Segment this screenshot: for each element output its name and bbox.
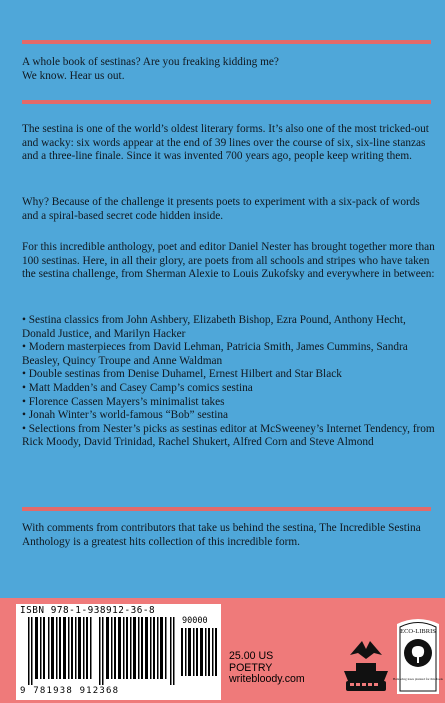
top-rule xyxy=(22,40,431,44)
intro-text xyxy=(22,56,437,83)
isbn-text: ISBN 978-1-938912-36-8 xyxy=(20,605,156,616)
price-block xyxy=(229,651,305,686)
list-item: • Sestina classics from John Ashbery, Elizabeth Bishop, Ezra Pound, Anthony Hecht, Donald Justice, and Marilyn Hacker xyxy=(22,314,406,340)
intro-line-2: We know. Hear us out. xyxy=(22,69,125,82)
closing-text: With comments from contributors that take us behind the sestina, The Incredible Sestina Anthology is a greatest hits collection of this incredible form. xyxy=(22,522,421,548)
eco-libris-logo xyxy=(393,616,443,698)
eco-logo-top-text: ECO-LIBRIS xyxy=(400,628,436,635)
list-item: • Florence Cassen Mayers’s minimalist takes xyxy=(22,395,225,408)
bullet-list xyxy=(22,314,437,450)
list-item: • Jonah Winter’s world-famous “Bob” sestina xyxy=(22,409,229,422)
list-item: • Matt Madden’s and Casey Camp’s comics sestina xyxy=(22,381,253,394)
barcode-addon: 90000 xyxy=(182,616,208,626)
publisher-logo-typewriter-bird xyxy=(340,637,392,695)
list-item: • Selections from Nester’s picks as sestinas editor at McSweeney’s Internet Tendency, from Rick Moody, David Trinidad, Rachel Shukert, Alfred Corn and Steve Almond xyxy=(22,422,435,449)
barcode-bars xyxy=(28,617,176,685)
para-1: The sestina is one of the world’s oldest literary forms. It’s also one of the most tricked-out and wacky: six words appear at the end of 39 lines over the course of six, six-line stanzas and a three-line finale. Since it was invented 700 years ago, people keep writing them. xyxy=(22,123,429,163)
list-item: • Modern masterpieces from David Lehman, Patricia Smith, James Cummins, Sandra Beasley, Quincy Troupe and Anne Waldman xyxy=(22,341,408,367)
lower-rule xyxy=(22,507,431,511)
website: writebloody.com xyxy=(229,673,305,685)
addon-bars xyxy=(181,628,217,676)
price: 25.00 US xyxy=(229,650,274,662)
eco-logo-bottom-text: Balancing trees planted for this book xyxy=(393,677,443,681)
para-2: Why? Because of the challenge it presents poets to experiment with a six-pack of words and a spiral-based secret code hidden inside. xyxy=(22,196,420,222)
intro-line-1: A whole book of sestinas? Are you freaking kidding me? xyxy=(22,56,279,68)
upper-rule xyxy=(22,100,431,104)
category: POETRY xyxy=(229,661,273,674)
para-3: For this incredible anthology, poet and editor Daniel Nester has brought together more than 100 sestinas. Here, in all their glory, are poets from all schools and stripes who have taken the sestina challenge, from Sherman Alexie to Louis Zukofsky and everywhere in between: xyxy=(22,241,435,281)
list-item: • Double sestinas from Denise Duhamel, Ernest Hilbert and Star Black xyxy=(22,368,342,381)
barcode xyxy=(16,604,221,700)
barcode-digits: 9 781938 912368 xyxy=(20,686,120,696)
